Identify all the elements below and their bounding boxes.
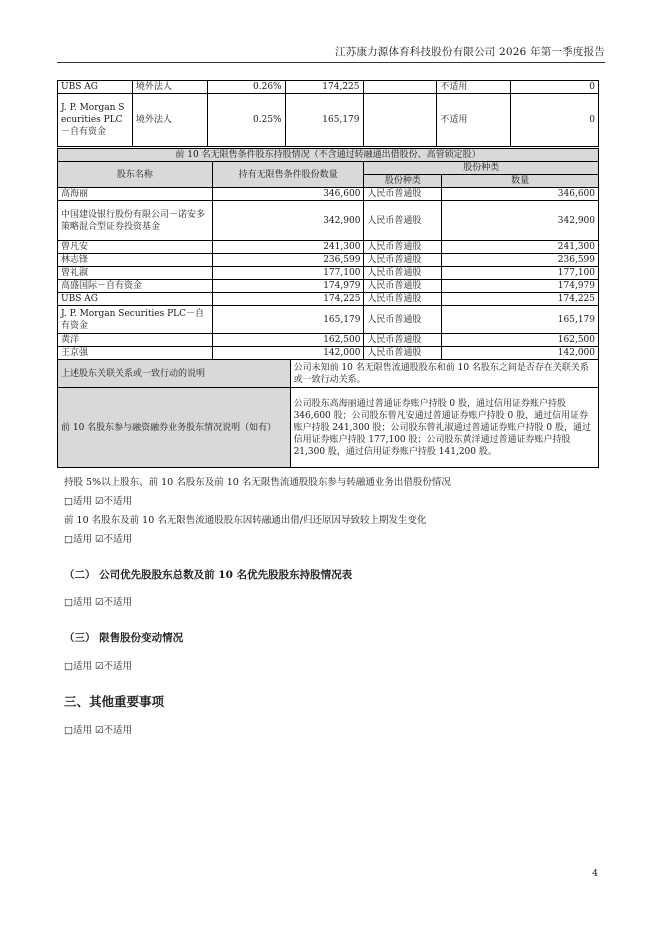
header-rule bbox=[57, 62, 605, 63]
table-row bbox=[58, 388, 599, 468]
lending-paragraph: 持股 5%以上股东、前 10 名股东及前 10 名无限售流通股股东参与转融通业务出借股份情况 bbox=[64, 477, 451, 488]
holding-shares: 174,225 bbox=[285, 81, 363, 94]
applicability-checkbox: □适用 ☑不适用 bbox=[64, 496, 133, 507]
shareholder-nature: 境外法人 bbox=[132, 81, 207, 94]
share-type: 人民币普通股 bbox=[364, 306, 442, 334]
col-header-qty: 数量 bbox=[442, 175, 599, 188]
share-qty: 342,900 bbox=[442, 201, 599, 241]
pledge-qty: 0 bbox=[511, 81, 599, 94]
unrestricted-shareholder-table bbox=[57, 148, 599, 468]
section-heading-other: 三、其他重要事项 bbox=[64, 694, 165, 709]
unrestricted-shares: 346,600 bbox=[212, 188, 364, 201]
share-qty: 241,300 bbox=[442, 241, 599, 254]
unrestricted-shares: 165,179 bbox=[212, 306, 364, 334]
unrestricted-shares: 236,599 bbox=[212, 254, 364, 267]
holding-shares: 165,179 bbox=[285, 94, 363, 147]
applicability-checkbox: □适用 ☑不适用 bbox=[64, 534, 133, 545]
table-title-row bbox=[58, 149, 599, 162]
table-row bbox=[58, 254, 599, 267]
share-qty: 236,599 bbox=[442, 254, 599, 267]
shareholder-name: 高海丽 bbox=[58, 188, 213, 201]
shareholder-nature: 境外法人 bbox=[132, 94, 207, 147]
unrestricted-shares: 174,225 bbox=[212, 293, 364, 306]
shareholder-name: 黄洋 bbox=[58, 334, 213, 347]
shareholder-name: 曾凡安 bbox=[58, 241, 213, 254]
table-title: 前 10 名无限售条件股东持股情况（不含通过转融通出借股份、高管锁定股） bbox=[58, 149, 599, 162]
table-row bbox=[58, 267, 599, 280]
shareholder-name: 林志锋 bbox=[58, 254, 213, 267]
share-qty: 177,100 bbox=[442, 267, 599, 280]
share-type: 人民币普通股 bbox=[364, 293, 442, 306]
col-header-type: 股份种类 bbox=[364, 175, 442, 188]
margin-text: 公司股东高海丽通过普通证券账户持股 0 股，通过信用证券账户持股 346,600 股；公司股东曾凡安通过普通证券账户持股 0 股，通过信用证券账户持股 241,300 股；公司股东曾礼淑通过普通证券账户持股 0 股，通过信用证券账户持股 177,100 股；公司股东黄洋通过普通证券账户持股 21,300 股，通过信用证券账户持股 141,200 股。 bbox=[290, 388, 598, 468]
table-row bbox=[58, 280, 599, 293]
shareholder-name: UBS AG bbox=[58, 81, 133, 94]
section-heading-preferred: （二） 公司优先股股东总数及前 10 名优先股股东持股情况表 bbox=[64, 569, 353, 581]
unrestricted-shares: 342,900 bbox=[212, 201, 364, 241]
shareholder-name: J. P. Morgan Securities PLC－自有资金 bbox=[58, 306, 213, 334]
shareholder-name: J. P. Morgan Securities PLC－自有资金 bbox=[58, 94, 133, 147]
holding-pct: 0.26% bbox=[207, 81, 285, 94]
share-type: 人民币普通股 bbox=[364, 267, 442, 280]
share-qty: 174,979 bbox=[442, 280, 599, 293]
change-paragraph: 前 10 名股东及前 10 名无限售流通股股东因转融通出借/归还原因导致较上期发生变化 bbox=[64, 515, 427, 526]
table-row bbox=[58, 94, 599, 147]
share-type: 人民币普通股 bbox=[364, 347, 442, 360]
top-shareholder-table bbox=[57, 80, 599, 147]
table-row bbox=[58, 347, 599, 360]
table-row bbox=[58, 293, 599, 306]
section-heading-restricted: （三） 限售股份变动情况 bbox=[64, 632, 184, 644]
share-type: 人民币普通股 bbox=[364, 201, 442, 241]
unrestricted-shares: 142,000 bbox=[212, 347, 364, 360]
unrestricted-shares: 162,500 bbox=[212, 334, 364, 347]
relation-label: 上述股东关联关系或一致行动的说明 bbox=[58, 360, 291, 388]
shareholder-name: 高盛国际－自有资金 bbox=[58, 280, 213, 293]
unrestricted-shares: 177,100 bbox=[212, 267, 364, 280]
page-number: 4 bbox=[592, 868, 599, 879]
share-type: 人民币普通股 bbox=[364, 334, 442, 347]
table-row bbox=[58, 241, 599, 254]
margin-label: 前 10 名股东参与融资融券业务股东情况说明（如有） bbox=[58, 388, 291, 468]
restricted-shares bbox=[363, 81, 437, 94]
share-type: 人民币普通股 bbox=[364, 280, 442, 293]
shareholder-name: 曾礼淑 bbox=[58, 267, 213, 280]
table-row bbox=[58, 188, 599, 201]
share-qty: 165,179 bbox=[442, 306, 599, 334]
applicability-checkbox: □适用 ☑不适用 bbox=[64, 725, 133, 736]
col-header-shares: 持有无限售条件股份数量 bbox=[212, 162, 364, 188]
table-row bbox=[58, 306, 599, 334]
applicability-checkbox: □适用 ☑不适用 bbox=[64, 661, 133, 672]
table-row bbox=[58, 360, 599, 388]
table-row bbox=[58, 81, 599, 94]
col-header-name: 股东名称 bbox=[58, 162, 213, 188]
shareholder-name: UBS AG bbox=[58, 293, 213, 306]
relation-text: 公司未知前 10 名无限售流通股股东和前 10 名股东之间是否存在关联关系或一致行动关系。 bbox=[290, 360, 598, 388]
share-type: 人民币普通股 bbox=[364, 241, 442, 254]
table-row bbox=[58, 201, 599, 241]
table-row bbox=[58, 334, 599, 347]
restricted-shares bbox=[363, 94, 437, 147]
table-header-row bbox=[58, 162, 599, 175]
unrestricted-shares: 241,300 bbox=[212, 241, 364, 254]
share-qty: 142,000 bbox=[442, 347, 599, 360]
pledge-status: 不适用 bbox=[437, 94, 511, 147]
share-qty: 174,225 bbox=[442, 293, 599, 306]
share-qty: 162,500 bbox=[442, 334, 599, 347]
share-qty: 346,600 bbox=[442, 188, 599, 201]
unrestricted-shares: 174,979 bbox=[212, 280, 364, 293]
shareholder-name: 王京强 bbox=[58, 347, 213, 360]
pledge-qty: 0 bbox=[511, 94, 599, 147]
applicability-checkbox: □适用 ☑不适用 bbox=[64, 597, 133, 608]
holding-pct: 0.25% bbox=[207, 94, 285, 147]
share-type: 人民币普通股 bbox=[364, 188, 442, 201]
col-header-type-group: 股份种类 bbox=[364, 162, 599, 175]
shareholder-name: 中国建设银行股份有限公司－诺安多策略混合型证券投资基金 bbox=[58, 201, 213, 241]
share-type: 人民币普通股 bbox=[364, 254, 442, 267]
pledge-status: 不适用 bbox=[437, 81, 511, 94]
page-header: 江苏康力源体育科技股份有限公司 2026 年第一季度报告 bbox=[335, 46, 605, 58]
